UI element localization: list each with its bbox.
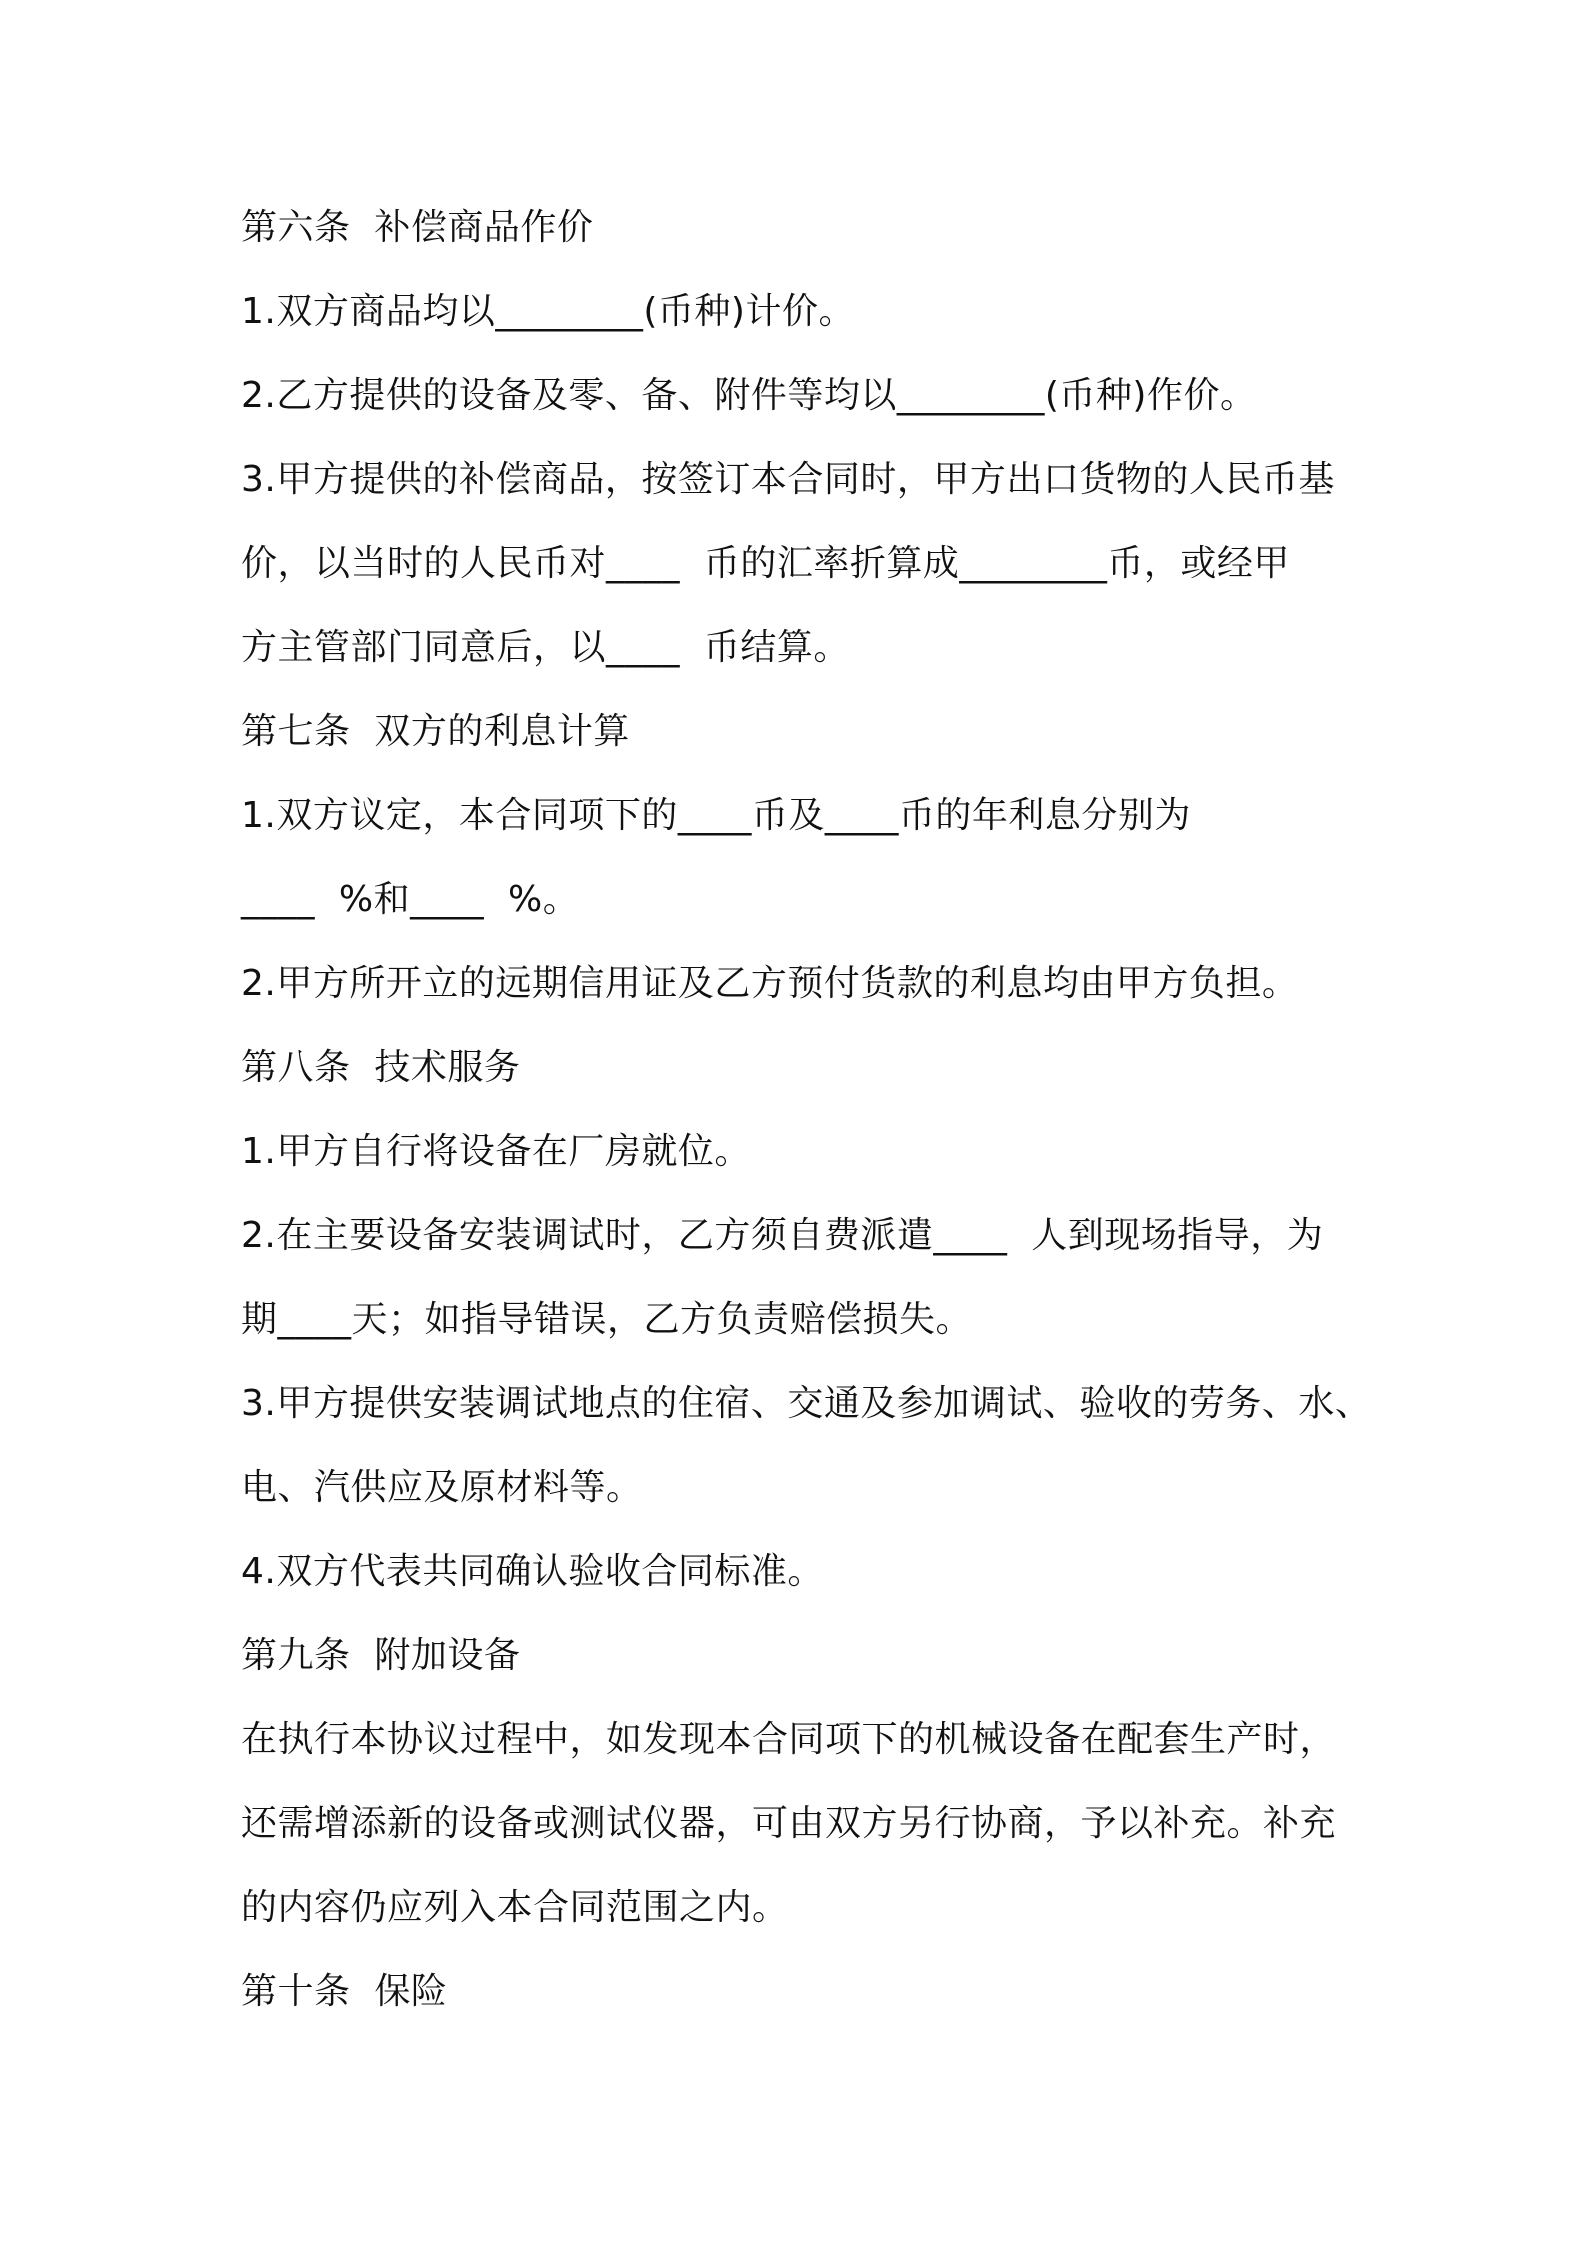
- paragraph-line: 1.双方商品均以________(币种)计价。: [241, 291, 855, 332]
- paragraph-line: 期____天；如指导错误，乙方负责赔偿损失。: [241, 1299, 973, 1340]
- paragraph-line: 3.甲方提供安装调试地点的住宿、交通及参加调试、验收的劳务、水、: [241, 1383, 1372, 1424]
- heading-article-9: 第九条 附加设备: [241, 1635, 521, 1676]
- paragraph-line: 3.甲方提供的补偿商品，按签订本合同时，甲方出口货物的人民币基: [241, 459, 1335, 500]
- paragraph-line: 还需增添新的设备或测试仪器，可由双方另行协商，予以补充。补充: [241, 1803, 1337, 1844]
- paragraph-line: 1.甲方自行将设备在厂房就位。: [241, 1131, 751, 1172]
- heading-article-6: 第六条 补偿商品作价: [241, 207, 594, 248]
- paragraph-line: 2.乙方提供的设备及零、备、附件等均以________(币种)作价。: [241, 375, 1257, 416]
- paragraph-line: 电、汽供应及原材料等。: [241, 1467, 643, 1508]
- paragraph-line: 在执行本协议过程中，如发现本合同项下的机械设备在配套生产时，: [241, 1719, 1337, 1760]
- paragraph-line: 2.甲方所开立的远期信用证及乙方预付货款的利息均由甲方负担。: [241, 963, 1299, 1004]
- heading-article-7: 第七条 双方的利息计算: [241, 711, 630, 752]
- paragraph-line: 2.在主要设备安装调试时，乙方须自费派遣____ 人到现场指导，为: [241, 1215, 1324, 1256]
- paragraph-line: 的内容仍应列入本合同范围之内。: [241, 1887, 789, 1928]
- paragraph-line: 4.双方代表共同确认验收合同标准。: [241, 1551, 824, 1592]
- paragraph-line: 1.双方议定，本合同项下的____币及____币的年利息分别为: [241, 795, 1191, 836]
- paragraph-line: ____ %和____ %。: [241, 879, 580, 920]
- paragraph-line: 方主管部门同意后，以____ 币结算。: [241, 627, 850, 668]
- heading-article-10: 第十条 保险: [241, 1971, 448, 2012]
- heading-article-8: 第八条 技术服务: [241, 1047, 521, 1088]
- paragraph-line: 价，以当时的人民币对____ 币的汇率折算成________币，或经甲: [241, 543, 1290, 584]
